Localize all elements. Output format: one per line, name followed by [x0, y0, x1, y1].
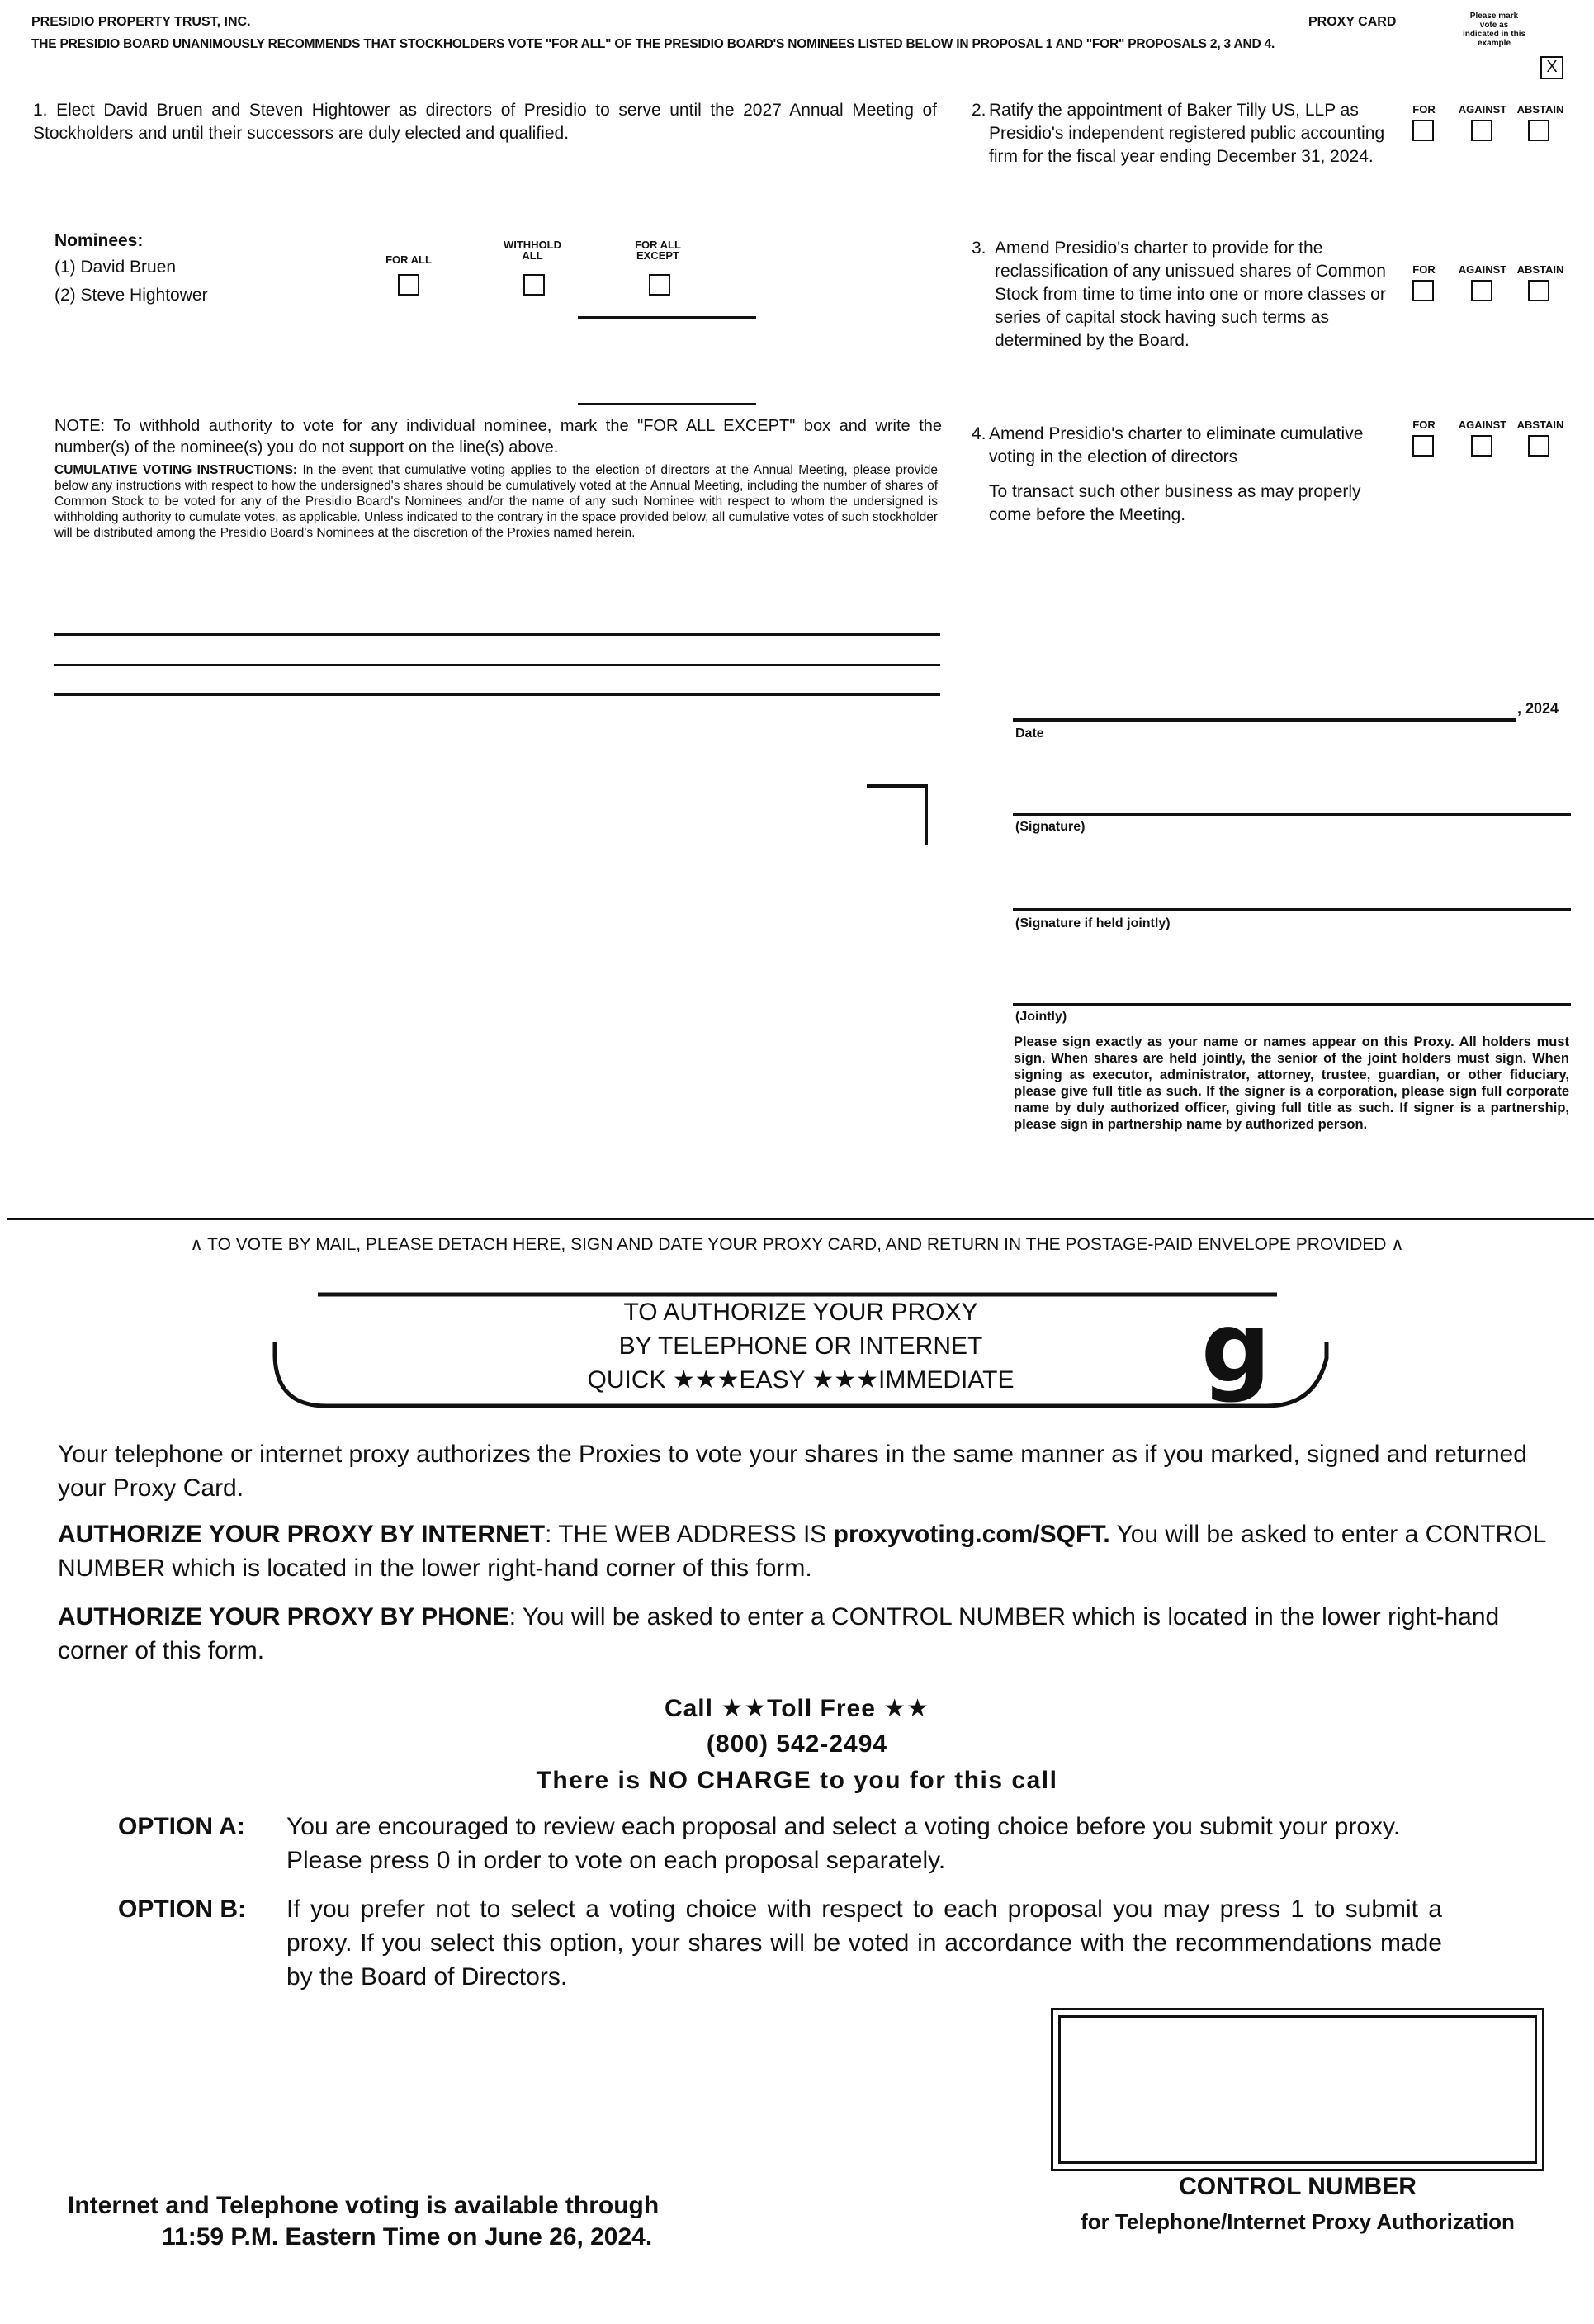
cumulative-line-1[interactable] [54, 633, 940, 636]
no-charge-text: There is NO CHARGE to you for this call [536, 1767, 1058, 1794]
p3-against-checkbox[interactable] [1471, 280, 1492, 301]
control-number-label: CONTROL NUMBER [1179, 2173, 1417, 2200]
internet-url[interactable]: proxyvoting.com/SQFT. [833, 1521, 1110, 1548]
p2-for-checkbox[interactable] [1412, 120, 1434, 141]
proposal-3-number: 3. [972, 239, 986, 258]
date-label: Date [1015, 727, 1044, 741]
proxy-card-title: PROXY CARD [1308, 15, 1397, 29]
p2-for-label: FOR [1412, 103, 1436, 116]
p3-abstain-label: ABSTAIN [1516, 263, 1564, 276]
except-write-line-2[interactable] [578, 403, 756, 405]
internet-text-b: You will be asked to enter a CONTROL NUMBER which is located in the lower right-hand corner of this form. [58, 1521, 1546, 1582]
jointly-line[interactable] [1013, 1003, 1571, 1006]
call-line-1: Call ★★Toll Free ★★ [664, 1695, 930, 1722]
proposal-4-number: 4. [972, 424, 986, 443]
proposal-2-number: 2. [972, 101, 986, 120]
jointly-label: (Jointly) [1015, 1010, 1067, 1024]
p4-against-checkbox[interactable] [1471, 435, 1492, 457]
signature-label: (Signature) [1015, 820, 1086, 834]
cumulative-line-2[interactable] [54, 664, 940, 666]
p4-abstain-checkbox[interactable] [1528, 435, 1549, 457]
detach-line [7, 1218, 1594, 1220]
nominees-label: Nominees: [54, 231, 144, 250]
p3-for-label: FOR [1412, 263, 1436, 276]
corner-mark-vertical [925, 784, 928, 845]
corner-mark-horizontal [867, 784, 928, 788]
p2-abstain-checkbox[interactable] [1528, 120, 1549, 141]
cumulative-voting-instructions [54, 462, 938, 541]
joint-signature-line[interactable] [1013, 908, 1571, 911]
except-write-line-1[interactable] [578, 316, 756, 319]
intro-text: Your telephone or internet proxy authorizes the Proxies to vote your shares in the same manner as if you marked, signed and returned your Proxy Card. [58, 1441, 1527, 1502]
p3-abstain-checkbox[interactable] [1528, 280, 1549, 301]
option-a-label: OPTION A: [118, 1813, 245, 1840]
internet-instructions [58, 1517, 1568, 1585]
p4-abstain-label: ABSTAIN [1516, 419, 1564, 431]
board-recommendation: THE PRESIDIO BOARD UNANIMOUSLY RECOMMENDS THAT STOCKHOLDERS VOTE "FOR ALL" OF THE PRESIDIO BOARD'S NOMINEES LISTED BELOW IN PROPOSAL 1 AND "FOR" PROPOSALS 2, 3 AND 4. [31, 37, 1275, 51]
option-a-text: You are encouraged to review each proposal and select a voting choice before you submit your proxy. Please press 0 in order to vote on each proposal separately. [286, 1813, 1401, 1874]
date-line[interactable] [1013, 718, 1516, 722]
for-all-label: FOR ALL [385, 253, 432, 266]
cumulative-line-3[interactable] [54, 693, 940, 696]
other-business-text: To transact such other business as may properly come before the Meeting. [989, 482, 1361, 524]
for-all-checkbox[interactable] [398, 274, 419, 296]
proposal-4-text: Amend Presidio's charter to eliminate cumulative voting in the election of directors [989, 424, 1364, 466]
banner [268, 1292, 1333, 1414]
cumulative-voting-title: CUMULATIVE VOTING INSTRUCTIONS: [54, 463, 298, 477]
nominee-1: (1) David Bruen [54, 258, 177, 277]
option-b-text: If you prefer not to select a voting choice with respect to each proposal you may press 1 to submit a proxy. If you select this option, your shares will be voted in accordance with the recommendations made by the Board of Directors. [286, 1896, 1442, 1990]
signature-line[interactable] [1013, 813, 1571, 816]
p2-abstain-label: ABSTAIN [1516, 103, 1564, 116]
withhold-note: NOTE: To withhold authority to vote for any individual nominee, mark the "FOR ALL EXCEPT" box and write the number(s) of the nominee(s) you do not support on the line(s) above. [54, 417, 942, 457]
availability-line-2: 11:59 P.M. Eastern Time on June 26, 2024. [162, 2223, 653, 2251]
date-year: , 2024 [1517, 700, 1559, 717]
proposal-1-text: 1. Elect David Bruen and Steven Hightower as directors of Presidio to serve until the 2027 Annual Meeting of Stockholders and until their successors are duly elected and qualified. [33, 101, 937, 143]
p4-for-label: FOR [1412, 419, 1436, 431]
phone-label: AUTHORIZE YOUR PROXY BY PHONE [58, 1603, 509, 1631]
control-number-inner [1058, 2015, 1537, 2164]
company-name: PRESIDIO PROPERTY TRUST, INC. [31, 15, 251, 29]
example-mark-box [1540, 56, 1563, 79]
phone-text: : You will be asked to enter a CONTROL NUMBER which is located in the lower right-hand corner of this form. [58, 1603, 1500, 1664]
banner-line-1: TO AUTHORIZE YOUR PROXY [623, 1299, 978, 1326]
proposal-2-text: Ratify the appointment of Baker Tilly US, LLP as Presidio's independent registered public accounting firm for the fiscal year ending December 31, 2024. [989, 101, 1385, 166]
availability-line-1: Internet and Telephone voting is available through [68, 2192, 660, 2219]
p3-against-label: AGAINST [1458, 263, 1507, 276]
control-number-subtitle: for Telephone/Internet Proxy Authorization [1081, 2209, 1515, 2234]
withhold-all-label: WITHHOLD ALL [503, 239, 562, 262]
banner-line-3: QUICK ★★★EASY ★★★IMMEDIATE [587, 1366, 1015, 1394]
toll-free-number[interactable]: (800) 542-2494 [706, 1730, 888, 1758]
banner-line-2: BY TELEPHONE OR INTERNET [618, 1332, 983, 1360]
proposal-3-text: Amend Presidio's charter to provide for the reclassification of any unissued shares of Common Stock from time to time into one or more classes or series of capital stock having such terms as determined by the Board. [995, 239, 1386, 350]
joint-signature-label: (Signature if held jointly) [1015, 916, 1171, 930]
p3-for-checkbox[interactable] [1412, 280, 1434, 301]
detach-instructions: ∧ TO VOTE BY MAIL, PLEASE DETACH HERE, SIGN AND DATE YOUR PROXY CARD, AND RETURN IN THE POSTAGE-PAID ENVELOPE PROVIDED ∧ [190, 1235, 1404, 1254]
option-b-label: OPTION B: [118, 1896, 246, 1923]
control-number-box [1051, 2008, 1544, 2171]
p2-against-checkbox[interactable] [1471, 120, 1492, 141]
logo-g-icon: g [1201, 1290, 1271, 1404]
for-all-except-checkbox[interactable] [649, 274, 670, 296]
internet-label: AUTHORIZE YOUR PROXY BY INTERNET [58, 1521, 546, 1548]
nominee-2: (2) Steve Hightower [54, 286, 208, 305]
internet-text-a: : THE WEB ADDRESS IS [545, 1521, 834, 1548]
for-all-except-label: FOR ALL EXCEPT [635, 239, 681, 262]
phone-instructions [58, 1600, 1568, 1668]
mark-example-note: Please mark vote as indicated in this example [1462, 12, 1526, 48]
withhold-all-checkbox[interactable] [523, 274, 545, 296]
p2-against-label: AGAINST [1458, 103, 1507, 116]
cumulative-voting-text: In the event that cumulative voting applies to the election of directors at the Annual Meeting, please provide below any instructions with respect to how the undersigned's shares should be cumulatively voted at the Annual Meeting, including the number of shares of Common Stock to be voted for any of the Presidio Board's Nominees and/or the name of any such Nominee with respect to whom the undersigned is withholding authority to cumulate votes, as applicable. Unless indicated to the contrary in the space provided below, all cumulative votes of such stockholder will be distributed among the Presidio Board's Nominees at the discretion of the Proxies named herein. [54, 463, 938, 540]
p4-for-checkbox[interactable] [1412, 435, 1434, 457]
signing-instructions: Please sign exactly as your name or names appear on this Proxy. All holders must sign. When shares are held jointly, the senior of the joint holders must sign. When signing as executor, administrator, attorney, trustee, guardian, or other fiduciary, please give full title as such. If the signer is a corporation, please sign full corporate name by duly authorized officer, giving full title as such. If signer is a partnership, please sign in partnership name by authorized person. [1014, 1034, 1569, 1132]
p4-against-label: AGAINST [1458, 419, 1507, 431]
x-mark-icon: X [1546, 58, 1558, 76]
